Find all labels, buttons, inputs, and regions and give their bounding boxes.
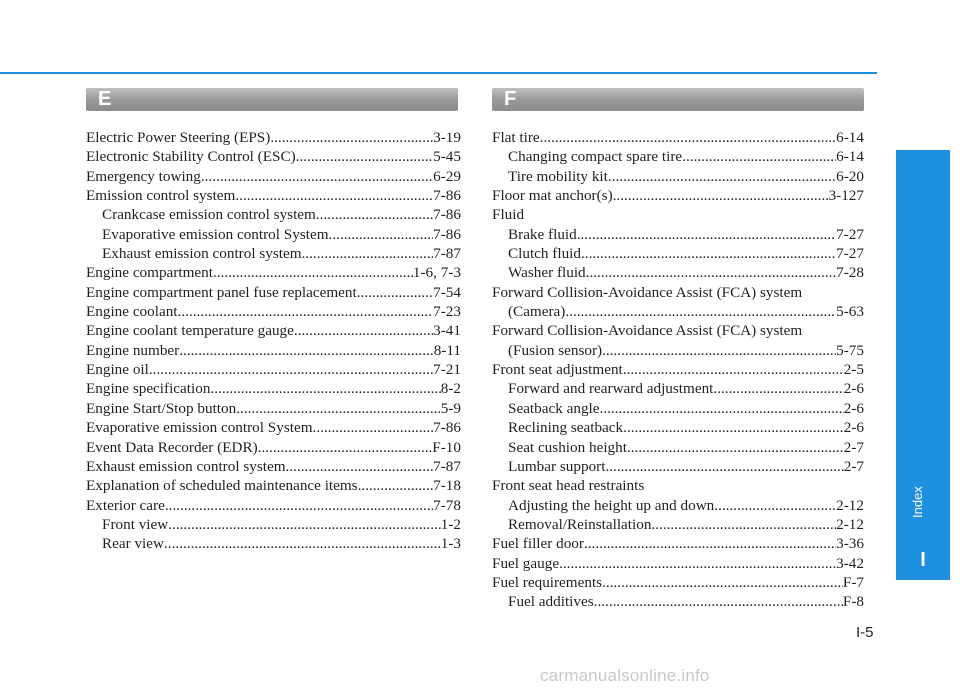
- index-entry[interactable]: Fuel requirements ..... F-7: [492, 573, 864, 592]
- index-entry[interactable]: Fuel filler door ..... 3-36: [492, 534, 864, 553]
- section-header-e: [86, 88, 458, 111]
- index-heading: Forward Collision-Avoidance Assist (FCA) system: [492, 322, 803, 340]
- index-entry[interactable]: Emergency towing ..... 6-29: [86, 167, 461, 186]
- top-rule: [0, 72, 877, 74]
- index-entry[interactable]: Event Data Recorder (EDR) ..... F-10: [86, 438, 461, 457]
- index-entry[interactable]: Explanation of scheduled maintenance items ..... 7-18: [86, 476, 461, 495]
- index-heading: Front seat head restraints: [492, 477, 645, 495]
- index-tab-letter: I: [920, 549, 926, 571]
- index-subentry[interactable]: Seat cushion height ..... 2-7: [492, 438, 864, 457]
- index-entry[interactable]: Evaporative emission control System ..... 7-86: [86, 418, 461, 437]
- index-entry[interactable]: Engine Start/Stop button ..... 5-9: [86, 399, 461, 418]
- index-entry[interactable]: Electronic Stability Control (ESC) ..... 5-45: [86, 147, 461, 166]
- index-entry[interactable]: Flat tire ..... 6-14: [492, 128, 864, 147]
- index-subentry[interactable]: Fuel additives ..... F-8: [492, 592, 864, 611]
- index-entry[interactable]: Engine oil ..... 7-21: [86, 360, 461, 379]
- index-subentry[interactable]: Seatback angle ..... 2-6: [492, 399, 864, 418]
- index-tab-label: Index: [910, 486, 925, 518]
- index-subentry[interactable]: Crankcase emission control system ..... 7-86: [86, 205, 461, 224]
- index-subentry[interactable]: Reclining seatback ..... 2-6: [492, 418, 864, 437]
- index-side-tab: [896, 150, 950, 540]
- index-entry[interactable]: Exterior care ..... 7-78: [86, 496, 461, 515]
- index-entry[interactable]: Floor mat anchor(s) ..... 3-127: [492, 186, 864, 205]
- index-subentry[interactable]: Removal/Reinstallation ..... 2-12: [492, 515, 864, 534]
- index-subentry[interactable]: Exhaust emission control system ..... 7-87: [86, 244, 461, 263]
- section-letter-f: F: [504, 88, 517, 110]
- index-entry[interactable]: Engine compartment ..... 1-6, 7-3: [86, 263, 461, 282]
- index-entry[interactable]: Engine number ..... 8-11: [86, 341, 461, 360]
- section-letter-e: E: [98, 88, 112, 110]
- watermark: carmanualsonline.info: [540, 666, 710, 685]
- index-entry[interactable]: Front seat adjustment ..... 2-5: [492, 360, 864, 379]
- index-subentry[interactable]: Front view ..... 1-2: [86, 515, 461, 534]
- index-subentry[interactable]: Lumbar support ..... 2-7: [492, 457, 864, 476]
- index-entry[interactable]: Electric Power Steering (EPS) ..... 3-19: [86, 128, 461, 147]
- index-subentry[interactable]: Changing compact spare tire ..... 6-14: [492, 147, 864, 166]
- index-subentry[interactable]: Adjusting the height up and down ..... 2-12: [492, 496, 864, 515]
- index-column-e: [86, 128, 461, 554]
- index-subentry[interactable]: Tire mobility kit ..... 6-20: [492, 167, 864, 186]
- index-column-f: [492, 128, 864, 612]
- index-heading: Fluid: [492, 206, 525, 224]
- index-entry[interactable]: Exhaust emission control system ..... 7-87: [86, 457, 461, 476]
- index-subentry[interactable]: Clutch fluid ..... 7-27: [492, 244, 864, 263]
- index-entry[interactable]: Engine compartment panel fuse replacement ..... 7-54: [86, 283, 461, 302]
- page-number: I-5: [856, 624, 874, 641]
- index-subentry[interactable]: Forward and rearward adjustment ..... 2-6: [492, 379, 864, 398]
- section-header-f: [492, 88, 864, 111]
- index-subentry[interactable]: Rear view ..... 1-3: [86, 534, 461, 553]
- index-entry[interactable]: Fuel gauge ..... 3-42: [492, 554, 864, 573]
- index-subentry[interactable]: Brake fluid ..... 7-27: [492, 225, 864, 244]
- index-subentry[interactable]: (Camera) ..... 5-63: [492, 302, 864, 321]
- index-entry[interactable]: Emission control system ..... 7-86: [86, 186, 461, 205]
- index-entry[interactable]: Engine specification ..... 8-2: [86, 379, 461, 398]
- index-subentry[interactable]: (Fusion sensor) ..... 5-75: [492, 341, 864, 360]
- index-subentry[interactable]: Washer fluid ..... 7-28: [492, 263, 864, 282]
- index-subentry[interactable]: Evaporative emission control System ..... 7-86: [86, 225, 461, 244]
- index-entry[interactable]: Engine coolant temperature gauge ..... 3-41: [86, 321, 461, 340]
- index-heading: Forward Collision-Avoidance Assist (FCA) system: [492, 283, 803, 301]
- index-entry[interactable]: Engine coolant ..... 7-23: [86, 302, 461, 321]
